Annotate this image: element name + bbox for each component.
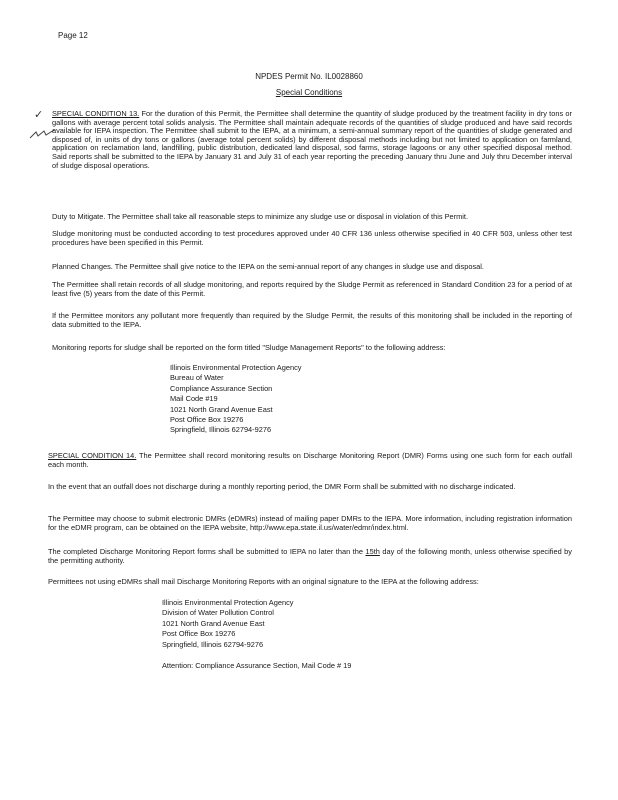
edmr-paragraph: The Permittee may choose to submit electronic DMRs (eDMRs) instead of mailing paper DMRs to the IEPA. More information, including registration information for the eDMR program, can be obtained on the IEPA website, http://www.epa.state.il.us/water/edmr/index.html. <box>48 514 572 532</box>
planned-changes-paragraph: Planned Changes. The Permittee shall give notice to the IEPA on the semi-annual report of any changes in sludge use and disposal. <box>52 262 484 271</box>
sludge-monitoring-paragraph: Sludge monitoring must be conducted according to test procedures approved under 40 CFR 136 unless otherwise specified in 40 CFR 503, unless other test procedures have been specified in this Permit. <box>52 229 572 247</box>
page-number: Page 12 <box>58 31 88 40</box>
due-day: 15th <box>365 547 380 556</box>
address-line: 1021 North Grand Avenue East <box>162 618 265 628</box>
duty-to-mitigate-paragraph: Duty to Mitigate. The Permittee shall take all reasonable steps to minimize any sludge use or disposal in violation of this Permit. <box>52 212 468 221</box>
permit-number: NPDES Permit No. IL0028860 <box>255 72 363 81</box>
retain-records-paragraph: The Permittee shall retain records of all sludge monitoring, and reports required by the Sludge Permit as referenced in Standard Condition 23 for a period of at least five (5) years from the date of this Permit. <box>52 280 572 298</box>
completed-dmr-paragraph: The completed Discharge Monitoring Report forms shall be submitted to IEPA no later than the 15th day of the following month, unless otherwise specified by the permitting authority. <box>48 547 572 565</box>
no-discharge-paragraph: In the event that an outfall does not discharge during a monthly reporting period, the DMR Form shall be submitted with no discharge indicated. <box>48 482 516 491</box>
address-line: Illinois Environmental Protection Agency <box>170 363 302 372</box>
address-line: Post Office Box 19276 <box>162 629 236 639</box>
attention-line: Attention: Compliance Assurance Section, Mail Code # 19 <box>162 661 352 670</box>
address-line: 1021 North Grand Avenue East <box>170 404 273 414</box>
more-frequent-monitoring-paragraph: If the Permittee monitors any pollutant more frequently than required by the Sludge Permit, the results of this monitoring shall be included in the reporting of data submitted to the IEPA. <box>52 311 572 329</box>
special-condition-14-label: SPECIAL CONDITION 14. <box>48 451 137 460</box>
address-line: Bureau of Water <box>170 373 224 383</box>
address-line: Compliance Assurance Section <box>170 383 273 393</box>
address-line: Springfield, Illinois 62794-9276 <box>162 639 264 649</box>
address-line: Mail Code #19 <box>170 394 218 404</box>
address-line: Post Office Box 19276 <box>170 415 244 425</box>
special-condition-13-text: For the duration of this Permit, the Permittee shall determine the quantity of sludge produced by the treatment facility in dry tons or gallons with average percent total solids analysis. The Permittee shall maintain adequate records of the quantities of sludge produced and have said records available for IEPA inspection. The Permittee shall submit to the IEPA, at a minimum, a semi-annual summary report of the quantities of sludge generated and disposed of, in units of dry tons or gallons (average total percent solids) by different disposal methods including but not limited to application on farmland, application on reclamation land, landfilling, public distribution, dedicated land disposal, sod farms, storage lagoons or any other specified disposal method. Said reports shall be submitted to the IEPA by January 31 and July 31 of each year reporting the preceding January thru June and July thru December interval of sludge disposal operations. <box>52 109 573 170</box>
address-line: Illinois Environmental Protection Agency <box>162 598 294 607</box>
sludge-reports-address-intro: Monitoring reports for sludge shall be reported on the form titled "Sludge Management Reports" to the following address: <box>52 343 446 352</box>
section-title: Special Conditions <box>275 88 343 97</box>
sludge-reports-address-block <box>170 363 470 436</box>
check-mark-icon: ✓ <box>34 109 44 121</box>
mail-dmr-paragraph: Permittees not using eDMRs shall mail Discharge Monitoring Reports with an original signature to the IEPA at the following address: <box>48 577 479 586</box>
address-line: Springfield, Illinois 62794-9276 <box>170 425 272 435</box>
special-condition-14-paragraph <box>48 452 572 469</box>
dmr-address-block <box>162 598 462 650</box>
special-condition-13-label: SPECIAL CONDITION 13. <box>52 109 140 118</box>
special-condition-13-paragraph <box>52 110 572 170</box>
address-line: Division of Water Pollution Control <box>162 608 274 618</box>
special-condition-14-text: The Permittee shall record monitoring results on Discharge Monitoring Report (DMR) Forms using one such form for each outfall each month. <box>48 451 573 469</box>
